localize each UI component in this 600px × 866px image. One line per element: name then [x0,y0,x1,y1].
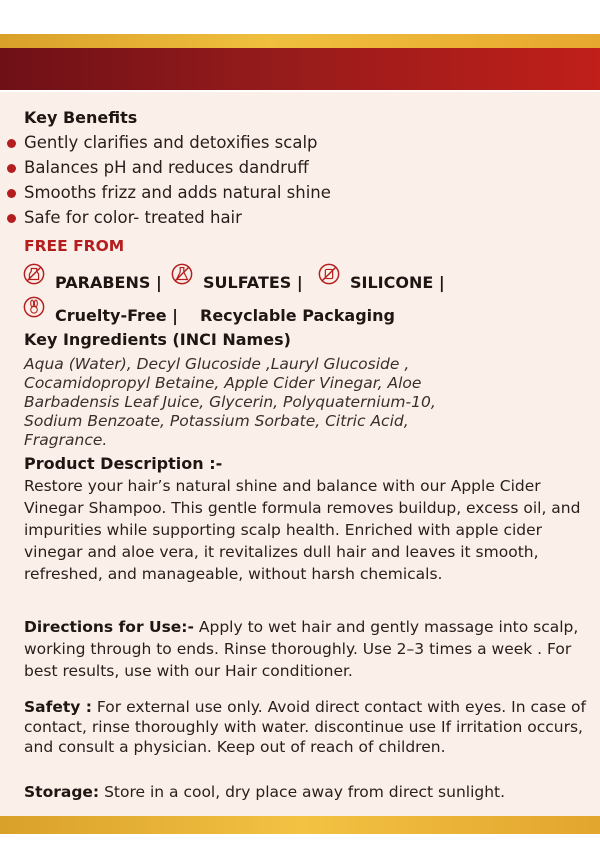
ingredients-line: Cocamidopropyl Betaine, Apple Cider Vinegar, Aloe [24,374,422,392]
bullet-dot [7,189,16,198]
directions-label: Directions for Use:- [24,618,194,636]
top-red-band [0,48,600,90]
cruelty-free-label: Cruelty-Free | [55,306,178,325]
key-benefits-heading: Key Benefits [24,108,138,127]
ingredients-line: Aqua (Water), Decyl Glucoside ,Lauryl Glucoside , [24,355,410,373]
directions-block [24,616,596,682]
ingredients-line: Barbadensis Leaf Juice, Glycerin, Polyquaternium-10, [24,393,436,411]
bottom-gold-band [0,816,600,834]
ingredients-line: Fragrance. [24,431,108,449]
ingredients-line: Sodium Benzoate, Potassium Sorbate, Citric Acid, [24,412,409,430]
storage-block [24,781,596,803]
bullet-dot [7,139,16,148]
directions-text: Apply to wet hair and gently massage into scalp, working through to ends. Rinse thoroughly. Use 2–3 times a week . For best results, use with our Hair conditioner. [24,618,579,680]
no-parabens-icon [23,263,45,285]
benefit-item: Balances pH and reduces dandruff [24,158,309,177]
top-gold-band [0,34,600,48]
benefit-item: Smooths frizz and adds natural shine [24,183,331,202]
free-from-heading: FREE FROM [24,237,125,255]
safety-text: For external use only. Avoid direct contact with eyes. In case of contact, rinse thoroughly with water. discontinue use If irritation occurs, and consult a physician. Keep out of reach of children. [24,698,586,756]
benefit-item: Safe for color- treated hair [24,208,242,227]
recyclable-packaging-label: Recyclable Packaging [200,306,396,325]
safety-label: Safety : [24,698,92,716]
cruelty-free-icon [23,296,45,318]
safety-block [24,697,596,757]
storage-label: Storage: [24,783,100,801]
benefit-item: Gently clarifies and detoxifies scalp [24,133,318,152]
description-heading: Product Description :- [24,454,223,473]
no-silicone-icon [318,263,340,285]
description-text: Restore your hair’s natural shine and balance with our Apple Cider Vinegar Shampoo. This gentle formula removes buildup, excess oil, and impurities while supporting scalp health. Enriched with apple cider vinegar and aloe vera, it revitalizes dull hair and leaves it smooth, refreshed, and manageable, without harsh chemicals. [24,477,581,583]
no-sulfates-icon [171,263,193,285]
ingredients-heading: Key Ingredients (INCI Names) [24,330,291,349]
bullet-dot [7,164,16,173]
storage-text: Store in a cool, dry place away from direct sunlight. [99,783,506,801]
free-from-silicone: SILICONE | [350,273,445,292]
bullet-dot [7,214,16,223]
free-from-sulfates: SULFATES | [203,273,303,292]
free-from-parabens: PARABENS | [55,273,162,292]
